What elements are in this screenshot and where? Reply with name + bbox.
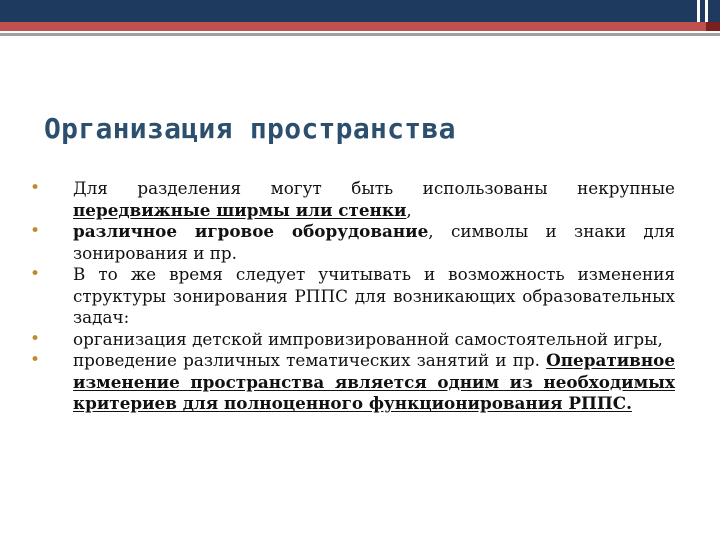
- top-decor-bar: [0, 0, 720, 22]
- slide-body: [30, 178, 675, 415]
- bullet-item: [30, 178, 675, 221]
- bullet-item: [30, 264, 675, 329]
- bullet-icon: •: [30, 264, 41, 284]
- accent-decor-bar: [0, 22, 720, 31]
- bullet-text: проведение различных тематических занятий и пр.: [73, 350, 547, 370]
- bullet-text: организация детской импровизированной самостоятельной игры,: [73, 328, 663, 349]
- bullet-item: [30, 350, 675, 415]
- divider-line: [0, 33, 720, 36]
- bullet-icon: •: [30, 178, 41, 198]
- top-decor-tick: [697, 0, 700, 22]
- bullet-emphasis: различное игровое оборудование: [73, 221, 429, 241]
- bullet-text: , символы и знаки для зонирования и пр.: [73, 221, 675, 263]
- slide-title: Организация пространства: [44, 112, 456, 145]
- bullet-emphasis: Оперативное изменение пространства является одним из необходимых критериев для полноценного функционирования РППС.: [73, 350, 675, 413]
- bullet-emphasis: передвижные ширмы или стенки: [73, 199, 407, 220]
- bullet-text: В то же время следует учитывать и возможность изменения структуры зонирования РППС для возникающих образовательных задач:: [73, 264, 675, 327]
- bullet-item: [30, 221, 675, 264]
- bullet-item: [30, 329, 675, 351]
- bullet-text: Для разделения могут быть использованы некрупные: [73, 178, 675, 198]
- bullet-icon: •: [30, 350, 41, 370]
- accent-decor-end: [706, 22, 720, 31]
- bullet-icon: •: [30, 221, 41, 241]
- bullet-text: ,: [406, 199, 412, 220]
- bullet-icon: •: [30, 328, 41, 349]
- top-decor-tick: [705, 0, 708, 22]
